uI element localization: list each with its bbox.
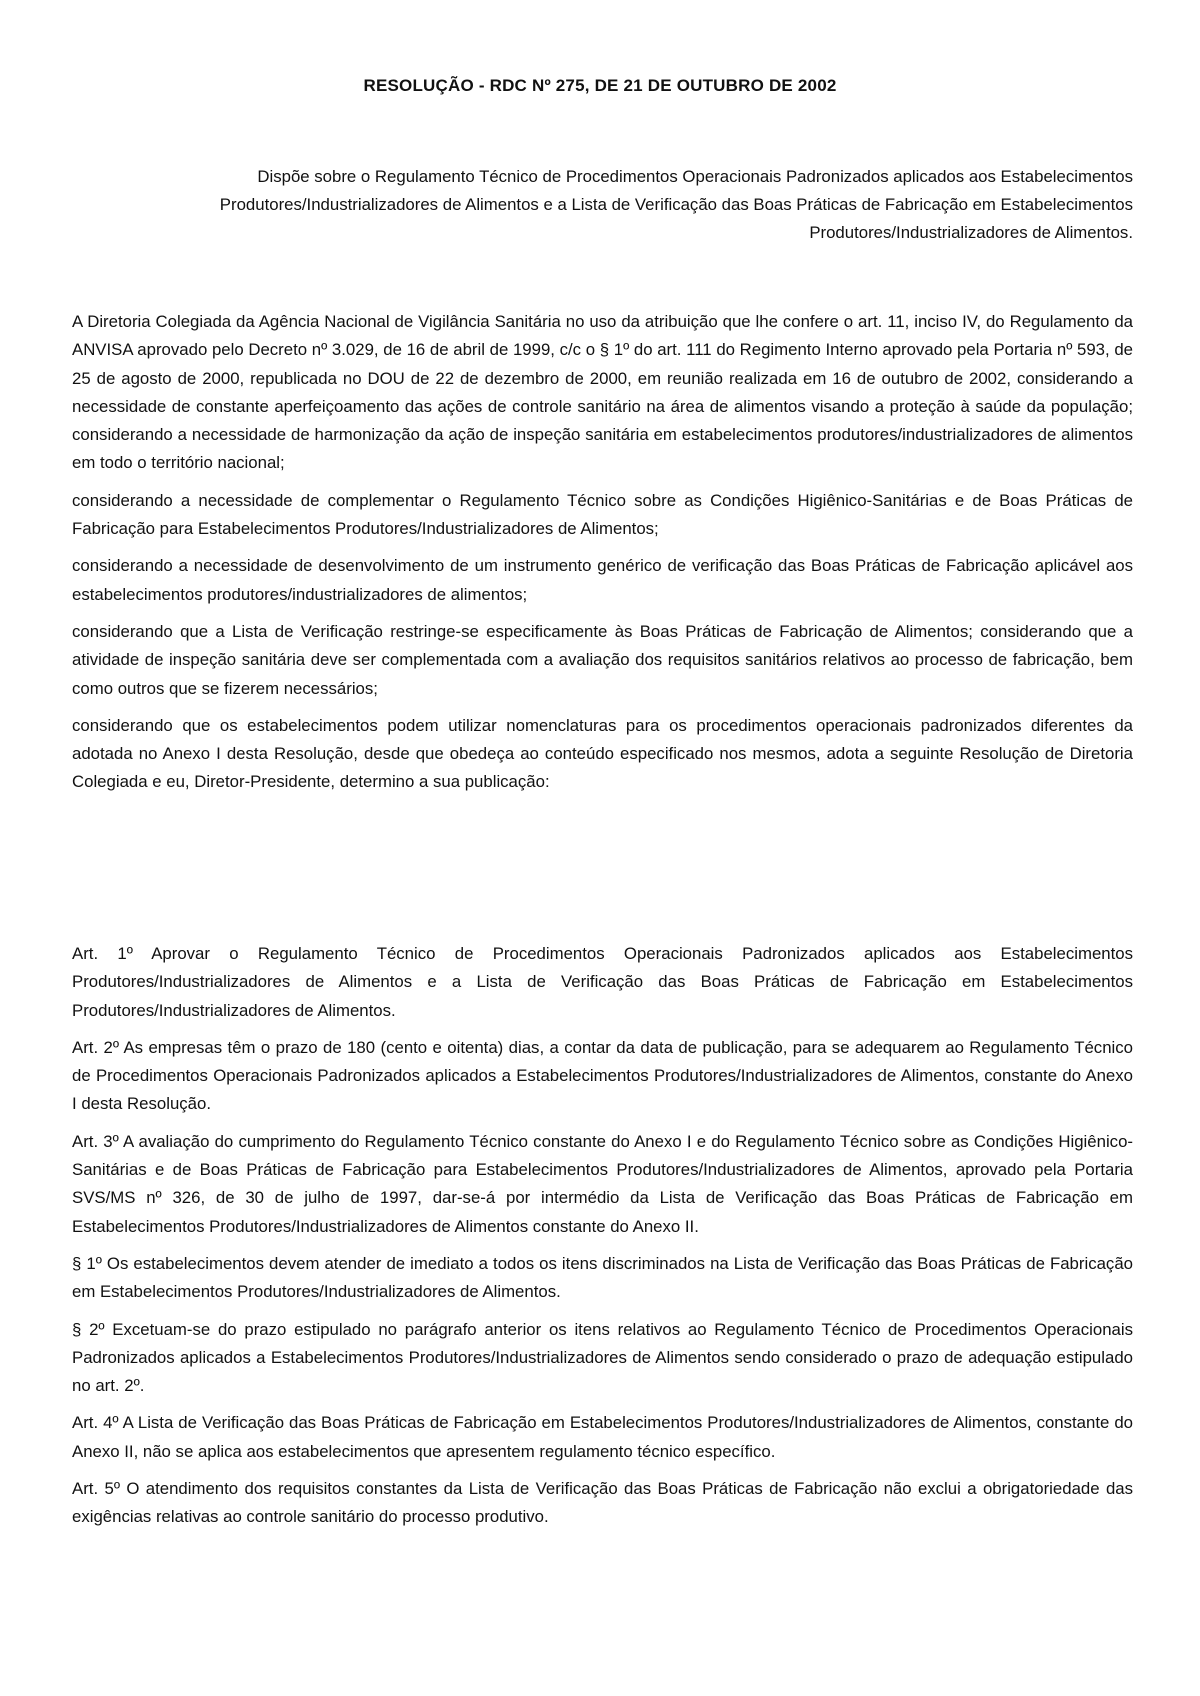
article-paragraph: Art. 4º A Lista de Verificação das Boas Práticas de Fabricação em Estabelecimentos Produtores/Industrializadores de Alimentos, constante do Anexo II, não se aplica aos estabelecimentos que apresentem regulamento técnico específico.	[72, 1413, 1133, 1461]
articles-section	[72, 940, 1133, 1541]
article-paragraph: Art. 3º A avaliação do cumprimento do Regulamento Técnico constante do Anexo I e do Regulamento Técnico sobre as Condições Higiênico-Sanitárias e de Boas Práticas de Fabricação para Estabelecimentos Produtores/Industrializadores de Alimentos, aprovado pela Portaria SVS/MS nº 326, de 30 de julho de 1997, dar-se-á por intermédio da Lista de Verificação das Boas Práticas de Fabricação em Estabelecimentos Produtores/Industrializadores de Alimentos constante do Anexo II.	[72, 1131, 1133, 1236]
article-paragraph: Art. 5º O atendimento dos requisitos constantes da Lista de Verificação das Boas Práticas de Fabricação não exclui a obrigatoriedade das exigências relativas ao controle sanitário do processo produtivo.	[72, 1479, 1133, 1527]
preamble-paragraph: considerando a necessidade de complementar o Regulamento Técnico sobre as Condições Higiênico-Sanitárias e de Boas Práticas de Fabricação para Estabelecimentos Produtores/Industrializadores de Alimentos;	[72, 490, 1133, 539]
preamble-paragraph: considerando que os estabelecimentos podem utilizar nomenclaturas para os procedimentos operacionais padronizados diferentes da adotada no Anexo I desta Resolução, desde que obedeça ao conteúdo especificado nos mesmos, adota a seguinte Resolução de Diretoria Colegiada e eu, Diretor-Presidente, determino a sua publicação:	[72, 715, 1133, 792]
article-paragraph: § 2º Excetuam-se do prazo estipulado no parágrafo anterior os itens relativos ao Regulamento Técnico de Procedimentos Operacionais Padronizados aplicados a Estabelecimentos Produtores/Industrializadores de Alimentos sendo considerado o prazo de adequação estipulado no art. 2º.	[72, 1319, 1133, 1396]
preamble-paragraph: A Diretoria Colegiada da Agência Nacional de Vigilância Sanitária no uso da atribuição que lhe confere o art. 11, inciso IV, do Regulamento da ANVISA aprovado pelo Decreto nº 3.029, de 16 de abril de 1999, c/c o § 1º do art. 111 do Regimento Interno aprovado pela Portaria nº 593, de 25 de agosto de 2000, republicada no DOU de 22 de dezembro de 2000, em reunião realizada em 16 de outubro de 2002, considerando a necessidade de constante aperfeiçoamento das ações de controle sanitário na área de alimentos visando a proteção à saúde da população; considerando a necessidade de harmonização da ação de inspeção sanitária em estabelecimentos produtores/industrializadores de alimentos em todo o território nacional;	[72, 312, 1133, 473]
preamble-paragraph: considerando que a Lista de Verificação restringe-se especificamente às Boas Práticas de Fabricação de Alimentos; considerando que a atividade de inspeção sanitária deve ser complementada com a avaliação dos requisitos sanitários relativos ao processo de fabricação, bem como outros que se fizerem necessários;	[72, 621, 1133, 698]
article-paragraph: Art. 1º Aprovar o Regulamento Técnico de Procedimentos Operacionais Padronizados aplicados aos Estabelecimentos Produtores/Industrializadores de Alimentos e a Lista de Verificação das Boas Práticas de Fabricação em Estabelecimentos Produtores/Industrializadores de Alimentos.	[72, 944, 1133, 1020]
article-paragraph: Art. 2º As empresas têm o prazo de 180 (cento e oitenta) dias, a contar da data de publicação, para se adequarem ao Regulamento Técnico de Procedimentos Operacionais Padronizados aplicados a Estabelecimentos Produtores/Industrializadores de Alimentos, constante do Anexo I desta Resolução.	[72, 1037, 1133, 1114]
article-paragraph: § 1º Os estabelecimentos devem atender de imediato a todos os itens discriminados na Lista de Verificação das Boas Práticas de Fabricação em Estabelecimentos Produtores/Industrializadores de Alimentos.	[72, 1253, 1133, 1302]
document-title: RESOLUÇÃO - RDC Nº 275, DE 21 DE OUTUBRO DE 2002	[363, 76, 837, 95]
preamble-section	[72, 308, 1133, 806]
preamble-paragraph: considerando a necessidade de desenvolvimento de um instrumento genérico de verificação das Boas Práticas de Fabricação aplicável aos estabelecimentos produtores/industrializadores de alimentos;	[72, 556, 1133, 604]
document-ementa: Dispõe sobre o Regulamento Técnico de Procedimentos Operacionais Padronizados aplicados aos Estabelecimentos Produtores/Industrializadores de Alimentos e a Lista de Verificação das Boas Práticas de Fabricação em Estabelecimentos Produtores/Industrializadores de Alimentos.	[219, 167, 1133, 242]
